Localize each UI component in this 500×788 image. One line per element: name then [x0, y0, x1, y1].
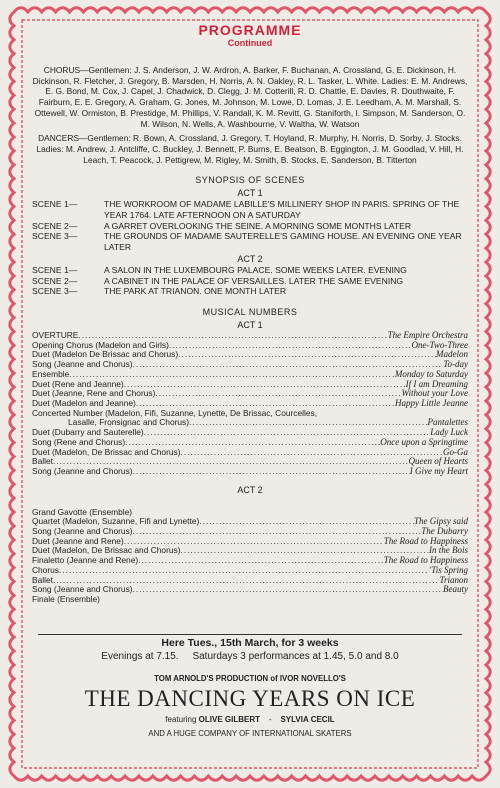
musical-number-item: Ensemble: [32, 369, 70, 379]
chorus-list: CHORUS—Gentlemen: J. S. Anderson, J. W. Ardron, A. Barker, F. Buchanan, A. Crossland, G. E. Dickinson, H. Dickinson, R. Fletcher, J. Gregory, B. Marsden, H. Norris, A. N. Oakley, R. L. Tasker, L. White. Ladies: E. M. Andrews, E. G. Bond, M. Cox, J. Capel, J. Chadwick, D. Clegg, J. M. Cotterill, R. D. Chattle, E. Davies, R. Douthwaite, F. Fairburn, E. E. Gregory, A. Graham, G. Jones, M. Johnson, M. Lowe, D. Lomas, J. E. Leedham, A. M. Marshall, S. Ottewell, W. Ormiston, B. Prestidge, M. Phillips, V. Randall, K. M. Revitt, G. Staniforth, I. Simpson, M. Sanderson, O. M. Wilson, N. Wells, A. Washbourne, V. Waltha, W. Watson: [32, 65, 468, 129]
scene-row: [32, 286, 468, 297]
musical-number-title: Happy Little Jeanne: [395, 399, 468, 408]
dot-leader: [78, 331, 387, 341]
musical-number-item: Finale (Ensemble): [32, 594, 100, 604]
musical-number-item: Grand Gavotte (Ensemble): [32, 507, 133, 517]
musical-number-item: Duet (Jeanne, Rene and Chorus): [32, 389, 156, 399]
advertisement: [38, 634, 462, 738]
dot-leader: [181, 448, 444, 458]
musical-number-row: [32, 566, 468, 576]
musical-number-item: Duet (Rene and Jeanne): [32, 379, 124, 389]
musical-number-title: Without your Love: [401, 389, 468, 399]
musical-number-item: Duet (Madelon and Jeanne): [32, 399, 136, 408]
musical-act2-list: [32, 508, 468, 605]
musical-number-row: [32, 585, 468, 595]
musical-number-row: [32, 595, 468, 605]
dot-leader: [155, 389, 401, 399]
musical-number-item: Song (Jeanne and Chorus): [32, 466, 133, 476]
dot-leader: [133, 585, 443, 595]
dot-leader: [59, 566, 429, 576]
musical-number-row: [32, 517, 468, 527]
musical-number-item: Duet (Jeanne and Rene): [32, 536, 124, 546]
dancers-list: DANCERS—Gentlemen: R. Bown, A. Crossland, J. Gregory, T. Hoyland, R. Murphy, H. Norris, D. Sorby, J. Stocks. Ladies: M. Andrew, J. Antcliffe, C. Buckley, J. Bennett, P. Burns, E. Beatson, B. Eggington, J. M. Goodlad, V. Hill, H. Leach, T. Peacock, J. Pettigrew, M. Rigley, M. Smith, B. Stocks, E. Sanderson, B. Titterton: [36, 133, 464, 165]
musical-number-row: [32, 389, 468, 399]
dot-leader: [138, 556, 384, 566]
scene-number: SCENE 3—: [32, 286, 78, 297]
dot-leader: [53, 576, 440, 586]
dot-leader: [133, 360, 444, 370]
musical-act1-label: ACT 1: [237, 320, 263, 331]
musical-number-item: Duet (Madelon, De Brissac and Chorus): [32, 546, 181, 556]
musical-number-row: [32, 576, 468, 586]
musical-number-title: I Give my Heart: [409, 466, 468, 476]
musical-number-title: The Road to Happiness: [383, 536, 468, 546]
musical-number-row: [32, 467, 468, 477]
advert-company: AND A HUGE COMPANY OF INTERNATIONAL SKATERS: [148, 729, 352, 738]
musical-number-title: 'Tis Spring: [429, 565, 468, 575]
musical-number-row: [32, 448, 468, 458]
scene-row: [32, 221, 468, 232]
musical-number-row: [32, 508, 468, 518]
synopsis-heading: SYNOPSIS OF SCENES: [195, 175, 305, 186]
star-separator: -: [268, 715, 272, 724]
synopsis-act1-scenes: [32, 199, 468, 252]
musical-number-title: If I am Dreaming: [405, 379, 468, 389]
dot-leader: [53, 457, 409, 467]
musical-number-title: Beauty: [443, 585, 468, 595]
musical-number-title: Trianon: [439, 575, 468, 585]
scene-description: THE WORKROOM OF MADAME LABILLE'S MILLINERY SHOP IN PARIS. SPRING OF THE YEAR 1764. LATE AFTERNOON ON A SATURDAY: [104, 199, 460, 220]
star-olive-gilbert: OLIVE GILBERT: [198, 715, 261, 724]
dot-leader: [199, 517, 414, 527]
scene-number: SCENE 1—: [32, 265, 78, 276]
musical-number-title: In the Bois: [429, 546, 468, 556]
dot-leader: [125, 438, 380, 448]
musical-number-row: [32, 380, 468, 390]
musical-number-item: Lasalle, Fronsignac and Chorus): [68, 418, 190, 428]
programme-title: PROGRAMME: [198, 22, 302, 38]
musical-number-title: The Gipsy said: [414, 517, 468, 527]
scene-row: [32, 276, 468, 287]
dot-leader: [124, 380, 406, 390]
musical-number-row: [32, 457, 468, 467]
musical-number-row: [32, 331, 468, 341]
musical-number-title: Lady Luck: [430, 428, 468, 438]
scene-description: A SALON IN THE LUXEMBOURG PALACE. SOME WEEKS LATER. EVENING: [104, 265, 407, 276]
musical-number-row: [32, 350, 468, 360]
musical-number-row: [32, 438, 468, 448]
advert-featuring: [38, 715, 462, 724]
musical-number-item: Song (Rene and Chorus): [32, 437, 126, 447]
synopsis-act2-label: ACT 2: [237, 254, 263, 265]
musical-number-title: Pantalettes: [427, 418, 468, 428]
scene-number: SCENE 2—: [32, 220, 78, 231]
scene-description: A GARRET OVERLOOKING THE SEINE. A MORNING SOME MONTHS LATER: [104, 220, 412, 231]
scene-number: SCENE 3—: [32, 231, 78, 242]
scene-description: THE GROUNDS OF MADAME SAUTERELLE'S GAMING HOUSE. AN EVENING ONE YEAR LATER: [104, 231, 462, 252]
musical-number-title: The Dubarry: [421, 527, 468, 537]
musical-number-item: Quartet (Madelon, Suzanne, Fifi and Lynette): [32, 517, 200, 527]
musical-number-item: OVERTURE: [32, 331, 79, 341]
scene-number: SCENE 2—: [32, 275, 78, 286]
synopsis-act2-scenes: [32, 265, 468, 297]
musical-number-title: The Empire Orchestra: [387, 331, 468, 341]
musical-number-item: Opening Chorus (Madelon and Girls): [32, 340, 169, 350]
dot-leader: [169, 341, 412, 351]
dot-leader: [124, 537, 384, 547]
musical-number-row: [32, 409, 468, 419]
musical-number-item: Duet (Madelon De Brissac and Chorus): [32, 350, 179, 360]
musical-number-row: [32, 399, 468, 409]
musical-number-item: Duet (Dubarry and Sauterelle): [32, 428, 144, 438]
musical-number-row: [32, 527, 468, 537]
musical-act1-list: [32, 331, 468, 477]
advert-production: TOM ARNOLD'S PRODUCTION of IVOR NOVELLO'S: [154, 674, 346, 683]
star-sylvia-cecil: SYLVIA CECIL: [280, 715, 335, 724]
dot-leader: [181, 546, 430, 556]
musical-number-row: [32, 370, 468, 380]
advert-times: Evenings at 7.15. Saturdays 3 performances at 1.45, 5.0 and 8.0: [101, 651, 399, 662]
musical-number-item: Song (Jeanne and Chorus): [32, 360, 133, 370]
musical-number-item: Chorus: [32, 565, 59, 575]
scene-number: SCENE 1—: [32, 199, 78, 210]
dot-leader: [189, 418, 427, 428]
musical-number-row: [32, 360, 468, 370]
musical-number-item: Concerted Number (Madelon, Fifi, Suzanne, Lynette, De Brissac, Courcelles,: [32, 408, 318, 418]
musical-number-row: [32, 546, 468, 556]
musical-number-row: [32, 537, 468, 547]
musical-number-title: One-Two-Three: [411, 340, 468, 350]
advert-dates: Here Tues., 15th March, for 3 weeks: [161, 637, 339, 649]
dot-leader: [69, 370, 395, 380]
musical-number-item: Song (Jeanne and Chorus): [32, 527, 133, 537]
advert-show-title: THE DANCING YEARS ON ICE: [84, 686, 416, 711]
musical-number-row: [32, 556, 468, 566]
programme-subtitle: Continued: [227, 38, 273, 48]
dot-leader: [136, 399, 395, 409]
musical-number-title: To-day: [443, 360, 468, 370]
musical-number-row: [32, 428, 468, 438]
musical-number-item: Ballet: [32, 575, 53, 585]
scene-description: THE PARK AT TRIANON. ONE MONTH LATER: [104, 286, 287, 297]
musical-number-row: [32, 341, 468, 351]
musical-number-title: The Road to Happiness: [383, 556, 468, 566]
dot-leader: [178, 350, 436, 360]
scene-row: [32, 265, 468, 276]
programme-content: [32, 22, 468, 605]
musical-number-title: Queen of Hearts: [408, 457, 468, 467]
scene-row: [32, 231, 468, 252]
scene-description: A CABINET IN THE PALACE OF VERSAILLES. LATER THE SAME EVENING: [104, 275, 404, 286]
musical-number-item: Ballet: [32, 457, 53, 467]
musical-number-title: Madelon: [436, 350, 468, 360]
dot-leader: [144, 428, 431, 438]
musical-number-row: [32, 418, 468, 428]
musical-number-title: Once upon a Springtime: [380, 437, 468, 447]
musical-number-item: Duet (Madelon, De Brissac and Chorus): [32, 447, 181, 457]
dot-leader: [133, 467, 410, 477]
scene-row: [32, 199, 468, 220]
dot-leader: [133, 527, 422, 537]
musical-act2-label: ACT 2: [237, 484, 263, 495]
musical-numbers-heading: MUSICAL NUMBERS: [202, 307, 298, 318]
synopsis-act1-label: ACT 1: [237, 188, 263, 199]
musical-number-item: Finaletto (Jeanne and Rene): [32, 556, 139, 566]
musical-number-item: Song (Jeanne and Chorus): [32, 585, 133, 595]
musical-number-title: Go-Ga: [443, 447, 468, 457]
featuring-label: featuring: [165, 715, 197, 724]
musical-number-title: Monday to Saturday: [394, 369, 468, 379]
